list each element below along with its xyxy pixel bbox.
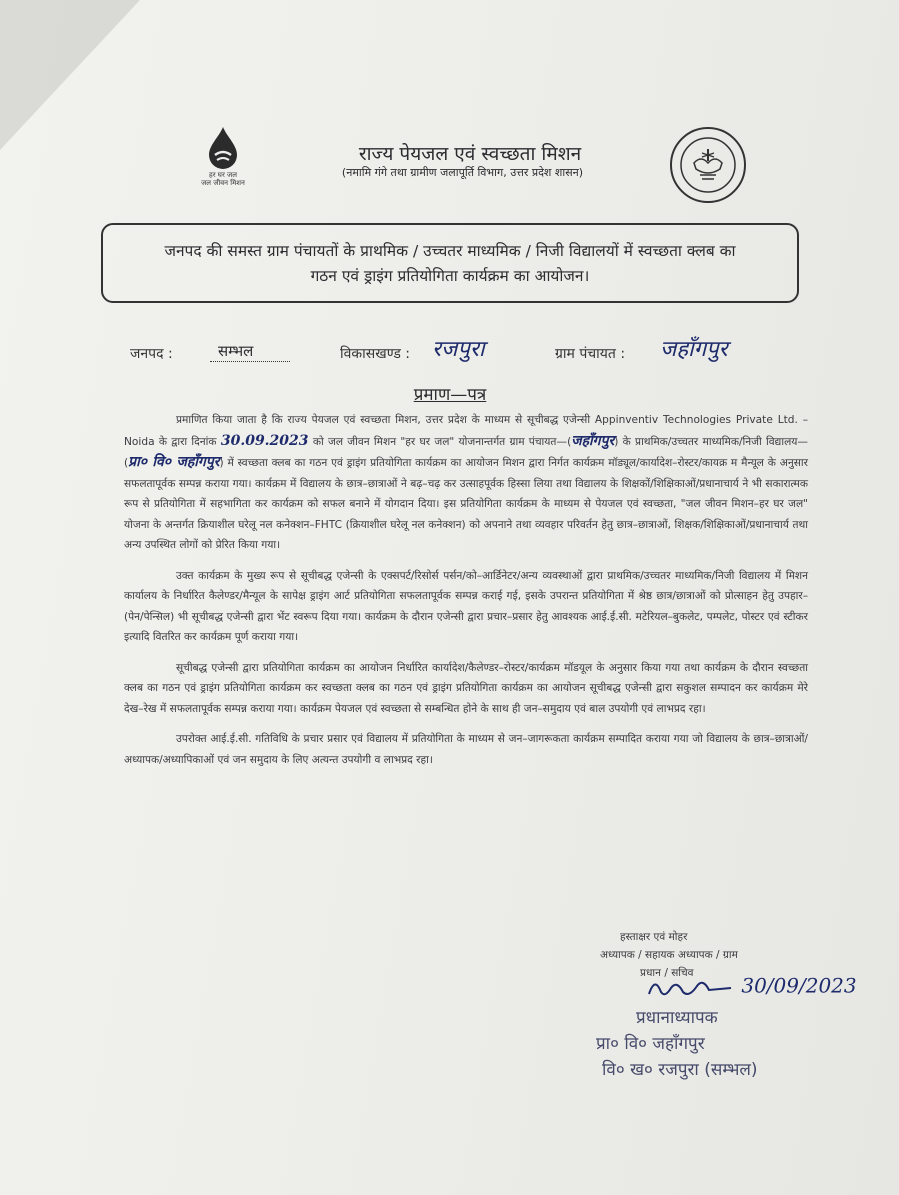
logo-caption-2: जल जीवन मिशन [201, 179, 245, 187]
signature-label-3: प्रधान / सचिव [640, 967, 694, 979]
block-label: विकासखण्ड : [340, 346, 411, 362]
panchayat-value: जहाँगपुर [660, 337, 728, 362]
jal-jeevan-mission-logo [188, 125, 258, 187]
p1-text-d: ) में स्वच्छता क्लब का गठन एवं ड्राइंग प्रतियोगिता कार्यक्रम का आयोजन मिशन द्वारा निर्गत कार्यक्रम मॉड्यूल/कार्यादेश–रोस्टर/कायक्र म मैन्यूल के अनुसार सफलतापूर्वक सम्पन्न कराया गया। कार्यक्रम में विद्यालय के छात्र–छात्राओं ने बढ़–चढ़ कर उत्साहपूर्वक हिस्सा लिया तथा विद्यालय के शिक्षकों/शिक्षिकाओं/प्रधानाचार्य ने भी सकारात्मक रूप से प्रतियोगिता में सहभागिता कर कार्यक्रम को सफल बनाने में योगदान दिया। इस प्रतियोगिता कार्यक्रम के माध्यम से पेयजल एवं स्वच्छता, "जल जीवन मिशन–हर घर जल" योजना के अन्तर्गत क्रियाशील घरेलू नल कनेक्शन–FHTC (क्रियाशील घरेलू नल कनेक्शन) को अपनाने तथा व्यवहार परिवर्तन हेतु छात्र–छात्राओं, शिक्षक/शिक्षिकाओं/प्रधानाचार्य तथा अन्य उपस्थित लोगों को प्रेरित किया गया। [124, 457, 808, 551]
block-value: रजपुरा [432, 337, 485, 362]
organization-subtitle: (नमामि गंगे तथा ग्रामीण जलापूर्ति विभाग, उत्तर प्रदेश शासन) [341, 166, 584, 179]
district-value: सम्भल [218, 342, 254, 360]
official-stamp [596, 1005, 816, 1083]
certificate-title: प्रमाण—पत्र [413, 385, 487, 405]
location-fields [130, 333, 790, 373]
paragraph-4: उपरोक्त आई.ई.सी. गतिविधि के प्रचार प्रसार एवं विद्यालय में प्रतियोगिता के माध्यम से जन–जागरूकता कार्यक्रम सम्पादित कराया गया जो विद्यालय के छात्र–छात्राओं/अध्यापक/अध्यापिकाओं एवं जन समुदाय के लिए अत्यन्त उपयोगी व लाभप्रद रहा। [124, 733, 808, 766]
p1-text-a: प्रमाणित किया जाता है कि राज्य पेयजल एवं स्वच्छता मिशन, उत्तर प्रदेश के माध्यम से सूचीबद्ध एजेन्सी Appinventiv Technologies Private Ltd. – Noida के द्वारा दिनांक [124, 414, 808, 448]
p1-text-c: ) के प्राथमिक/उच्चतर माध्यमिक/निजी विद्यालय—( [124, 435, 808, 469]
logo-caption-1: हर घर जल [209, 171, 237, 179]
paragraph-1 [124, 410, 808, 556]
paragraph-3: सूचीबद्ध एजेन्सी द्वारा प्रतियोगिता कार्यक्रम का आयोजन निर्धारित कार्यादेश/कैलेण्डर–रोस्टर/कार्यक्रम मॉडयूल के अनुसार किया गया तथा कार्यक्रम के दौरान स्वच्छता क्लब का गठन एवं ड्राइंग प्रतियोगिता कार्यक्रम कर स्वच्छता क्लब का गठन एवं ड्राइंग प्रतियोगिता कार्यक्रम का आयोजन सूचीबद्ध एजेन्सी द्वारा सकुशल सम्पादन कर कार्यक्रम मेरे देख–रेख में सफलतापूर्वक सम्पन्न कराया गया। कार्यक्रम पेयजल एवं स्वच्छता से सम्बन्धित होने के साथ ही जन–समुदाय एवं बाल उपयोगी एवं लाभप्रद रहा। [124, 661, 808, 715]
up-government-emblem [668, 125, 748, 205]
handwritten-signature [645, 972, 857, 1002]
signature-date: 30/09/2023 [741, 973, 857, 998]
folded-corner [0, 0, 140, 150]
organization-title: राज्य पेयजल एवं स्वच्छता मिशन [358, 143, 582, 165]
handwritten-school: प्रा० वि० जहाँगपुर [128, 454, 220, 470]
certificate-body [124, 410, 808, 780]
district-underline [210, 361, 290, 362]
water-drop-icon [205, 125, 241, 171]
stamp-line-3: वि० ख० रजपुरा (सम्भल) [602, 1060, 758, 1080]
signature-scribble [645, 972, 735, 1002]
heading-line-1: जनपद की समस्त ग्राम पंचायतों के प्राथमिक / उच्चतर माध्यमिक / निजी विद्यालयों में स्वच्छता क्लब का [164, 242, 736, 260]
p1-text-b: को जल जीवन मिशन "हर घर जल" योजनान्तर्गत ग्राम पंचायत—( [312, 435, 572, 448]
handwritten-date: 30.09.2023 [220, 432, 309, 449]
paragraph-2: उक्त कार्यक्रम के मुख्य रूप से सूचीबद्ध एजेन्सी के एक्सपर्ट/रिसोर्स पर्सन/को–आर्डिनेटर/अन्य व्यवस्थाओं द्वारा प्राथमिक/उच्चतर माध्यमिक/निजी विद्यालय में मिशन कार्यालय के निर्धारित कैलेण्डर/मैन्यूल के सापेक्ष ड्राइंग आर्ट प्रतियोगिता सफलतापूर्वक सम्पन्न कराई गई, इसके उपरान्त प्रतियोगिता में श्रेष्ठ छात्र/छात्राओं को प्रोत्साहन हेतु उपहार–(पेन/पेन्सिल) भी सूचीबद्ध एजेन्सी द्वारा भेंट स्वरूप दिया गया। कार्यक्रम के दौरान एजेन्सी द्वारा प्रचार–प्रसार हेतु आवश्यक आई.ई.सी. मटेरियल–बुकलेट, पम्पलेट, पोस्टर एवं स्टीकर इत्यादि वितरित कर कार्यक्रम पूर्ण कराया गया। [124, 569, 808, 643]
handwritten-gram-panchayat: जहाँगपुर [571, 432, 615, 449]
signature-label-2: अध्यापक / सहायक अध्यापक / ग्राम [600, 949, 738, 961]
district-label: जनपद : [130, 346, 173, 362]
emblem-icon [668, 125, 748, 205]
stamp-line-1: प्रधानाध्यापक [636, 1008, 718, 1028]
panchayat-label: ग्राम पंचायत : [555, 346, 626, 362]
heading-line-2: गठन एवं ड्राइंग प्रतियोगिता कार्यक्रम का आयोजन। [310, 267, 590, 285]
heading-box [101, 223, 799, 303]
stamp-line-2: प्रा० वि० जहाँगपुर [596, 1034, 705, 1054]
signature-label-1: हस्ताक्षर एवं मोहर [620, 931, 688, 943]
